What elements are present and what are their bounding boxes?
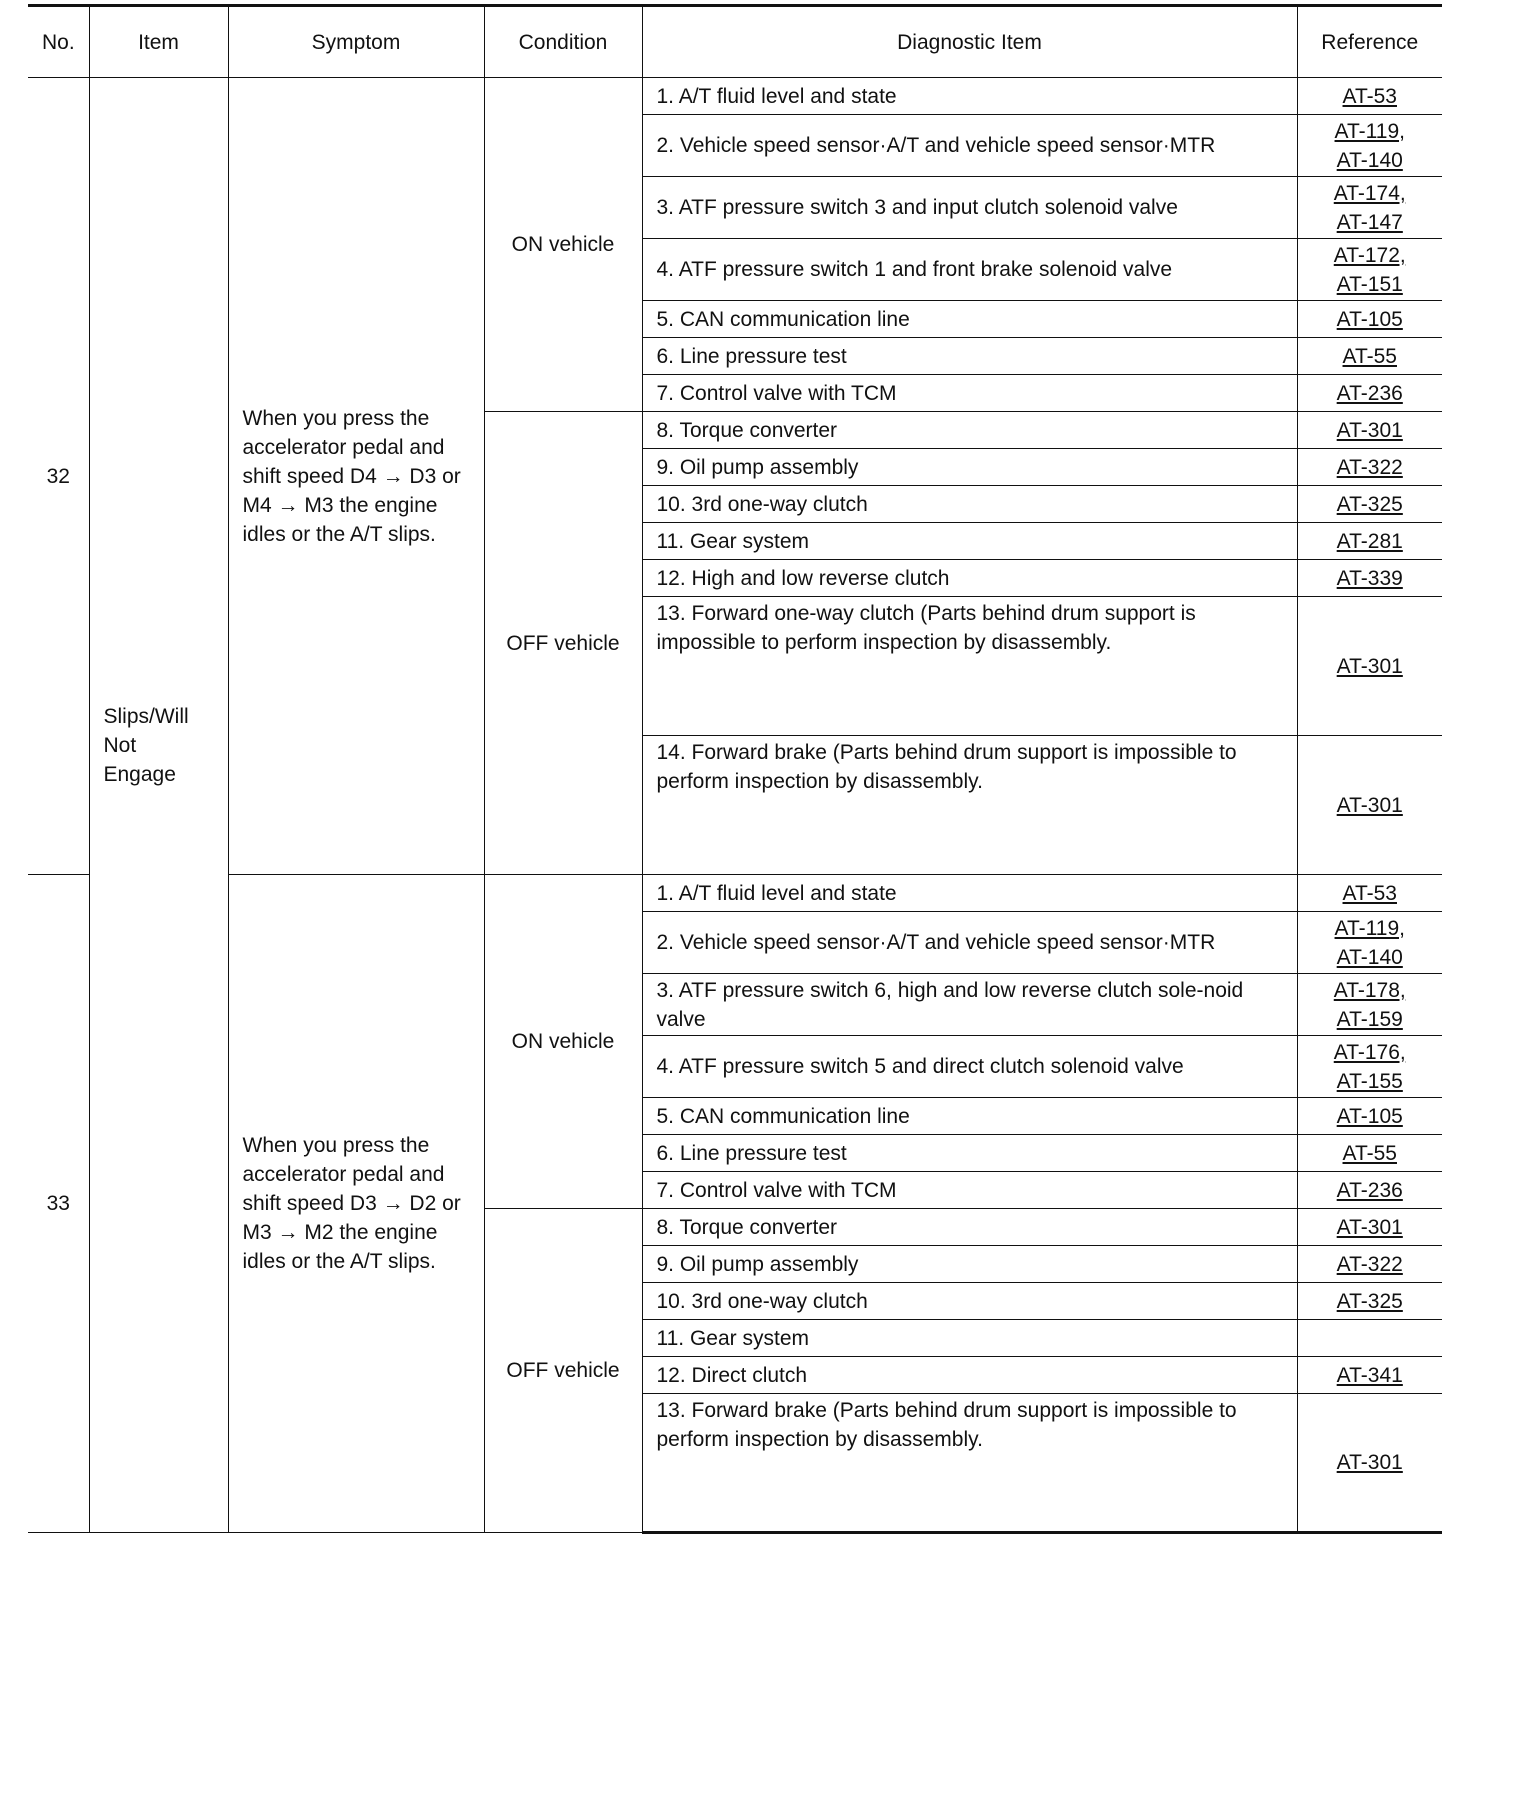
reference-link[interactable]: AT-325 [1336, 1289, 1403, 1313]
symptom-cell: When you press the accelerator pedal and shift speed D4 → D3 or M4 → M3 the engine idles or the A/T slips. [228, 78, 484, 875]
header-condition: Condition [484, 6, 642, 78]
table-body [28, 78, 1442, 1533]
diagnostic-item: 10. 3rd one-way clutch [642, 1283, 1297, 1320]
reference-link[interactable]: AT-301 [1336, 418, 1403, 442]
diagnostic-item: 6. Line pressure test [642, 1135, 1297, 1172]
header-item: Item [89, 6, 228, 78]
reference-link[interactable]: AT-151 [1336, 272, 1403, 296]
reference-link[interactable]: AT-322 [1336, 455, 1403, 479]
symptom-cell: When you press the accelerator pedal and shift speed D3 → D2 or M3 → M2 the engine idles or the A/T slips. [228, 875, 484, 1533]
reference-cell [1297, 78, 1442, 115]
reference-link[interactable]: AT-155 [1336, 1069, 1403, 1093]
diagnostic-item: 5. CAN communication line [642, 301, 1297, 338]
reference-link[interactable]: AT-301 [1336, 793, 1403, 817]
reference-cell [1297, 239, 1442, 301]
reference-cell [1297, 974, 1442, 1036]
reference-link[interactable]: AT-176, [1333, 1040, 1406, 1064]
reference-cell [1297, 875, 1442, 912]
reference-cell [1297, 338, 1442, 375]
reference-link[interactable]: AT-55 [1342, 1141, 1397, 1165]
reference-cell [1297, 115, 1442, 177]
reference-link[interactable]: AT-159 [1336, 1007, 1403, 1031]
condition-on-vehicle: ON vehicle [484, 875, 642, 1209]
diagnostic-item: 8. Torque converter [642, 412, 1297, 449]
diagnostic-item: 7. Control valve with TCM [642, 375, 1297, 412]
row-number: 32 [28, 78, 89, 875]
header-row [28, 6, 1442, 78]
reference-cell [1297, 1394, 1442, 1533]
header-no: No. [28, 6, 89, 78]
diagnostic-item: 3. ATF pressure switch 3 and input clutch solenoid valve [642, 177, 1297, 239]
diagnostic-item: 7. Control valve with TCM [642, 1172, 1297, 1209]
diagnostic-item: 4. ATF pressure switch 5 and direct clutch solenoid valve [642, 1036, 1297, 1098]
reference-cell [1297, 560, 1442, 597]
reference-cell [1297, 523, 1442, 560]
diagnostic-item: 1. A/T fluid level and state [642, 78, 1297, 115]
diagnostic-item: 3. ATF pressure switch 6, high and low reverse clutch sole-noid valve [642, 974, 1297, 1036]
reference-cell [1297, 1135, 1442, 1172]
reference-link[interactable]: AT-322 [1336, 1252, 1403, 1276]
reference-cell [1297, 1357, 1442, 1394]
item-cell [89, 78, 228, 1533]
diagnostic-item: 9. Oil pump assembly [642, 1246, 1297, 1283]
reference-cell [1297, 912, 1442, 974]
reference-link[interactable]: AT-281 [1336, 529, 1403, 553]
reference-link[interactable]: AT-236 [1336, 1178, 1403, 1202]
diagnostic-item: 9. Oil pump assembly [642, 449, 1297, 486]
reference-cell [1297, 736, 1442, 875]
table-row [28, 875, 1442, 912]
reference-link[interactable]: AT-140 [1336, 148, 1403, 172]
diagnostic-table [28, 4, 1442, 1534]
reference-link[interactable]: AT-339 [1336, 566, 1403, 590]
diagnostic-item: 11. Gear system [642, 1320, 1297, 1357]
reference-cell [1297, 1283, 1442, 1320]
diagnostic-item: 11. Gear system [642, 523, 1297, 560]
condition-off-vehicle: OFF vehicle [484, 1209, 642, 1533]
reference-link[interactable]: AT-172, [1333, 243, 1406, 267]
reference-cell [1297, 1036, 1442, 1098]
reference-link[interactable]: AT-119, [1334, 119, 1405, 143]
diagnostic-item: 13. Forward brake (Parts behind drum support is impossible to perform inspection by disassembly. [642, 1394, 1297, 1533]
reference-link[interactable]: AT-325 [1336, 492, 1403, 516]
reference-cell [1297, 1209, 1442, 1246]
diagnostic-item: 12. High and low reverse clutch [642, 560, 1297, 597]
reference-cell [1297, 412, 1442, 449]
reference-cell [1297, 597, 1442, 736]
diagnostic-item: 10. 3rd one-way clutch [642, 486, 1297, 523]
diagnostic-item: 13. Forward one-way clutch (Parts behind drum support is impossible to perform inspection by disassembly. [642, 597, 1297, 736]
reference-cell [1297, 375, 1442, 412]
reference-link[interactable]: AT-55 [1342, 344, 1397, 368]
reference-link[interactable]: AT-105 [1336, 1104, 1403, 1128]
reference-link[interactable]: AT-178, [1333, 978, 1406, 1002]
header-reference: Reference [1297, 6, 1442, 78]
reference-cell [1297, 1098, 1442, 1135]
reference-cell [1297, 1172, 1442, 1209]
table-row [28, 78, 1442, 115]
header-symptom: Symptom [228, 6, 484, 78]
diagnostic-item: 6. Line pressure test [642, 338, 1297, 375]
item-label: Slips/Will Not Engage [103, 704, 189, 786]
diagnostic-item: 5. CAN communication line [642, 1098, 1297, 1135]
reference-cell [1297, 177, 1442, 239]
reference-link[interactable]: AT-53 [1342, 881, 1397, 905]
row-number: 33 [28, 875, 89, 1533]
reference-cell [1297, 1320, 1442, 1357]
header-diagnostic-item: Diagnostic Item [642, 6, 1297, 78]
reference-cell [1297, 449, 1442, 486]
reference-cell [1297, 486, 1442, 523]
diagnostic-item: 8. Torque converter [642, 1209, 1297, 1246]
reference-link[interactable]: AT-174, [1333, 181, 1406, 205]
reference-link[interactable]: AT-301 [1336, 654, 1403, 678]
reference-link[interactable]: AT-147 [1336, 210, 1403, 234]
condition-off-vehicle: OFF vehicle [484, 412, 642, 875]
diagnostic-item: 4. ATF pressure switch 1 and front brake solenoid valve [642, 239, 1297, 301]
reference-link[interactable]: AT-119, [1334, 916, 1405, 940]
condition-on-vehicle: ON vehicle [484, 78, 642, 412]
reference-link[interactable]: AT-341 [1336, 1363, 1403, 1387]
reference-link[interactable]: AT-301 [1336, 1451, 1403, 1474]
diagnostic-item: 1. A/T fluid level and state [642, 875, 1297, 912]
diagnostic-item: 2. Vehicle speed sensor·A/T and vehicle speed sensor·MTR [642, 912, 1297, 974]
reference-cell [1297, 301, 1442, 338]
reference-link[interactable]: AT-53 [1342, 84, 1397, 108]
diagnostic-item: 2. Vehicle speed sensor·A/T and vehicle speed sensor·MTR [642, 115, 1297, 177]
reference-link[interactable]: AT-105 [1336, 307, 1403, 331]
reference-link[interactable]: AT-236 [1336, 381, 1403, 405]
reference-link[interactable]: AT-301 [1336, 1215, 1403, 1239]
diagnostic-item: 14. Forward brake (Parts behind drum support is impossible to perform inspection by disassembly. [642, 736, 1297, 875]
diagnostic-item: 12. Direct clutch [642, 1357, 1297, 1394]
reference-cell [1297, 1246, 1442, 1283]
reference-link[interactable]: AT-140 [1336, 945, 1403, 969]
